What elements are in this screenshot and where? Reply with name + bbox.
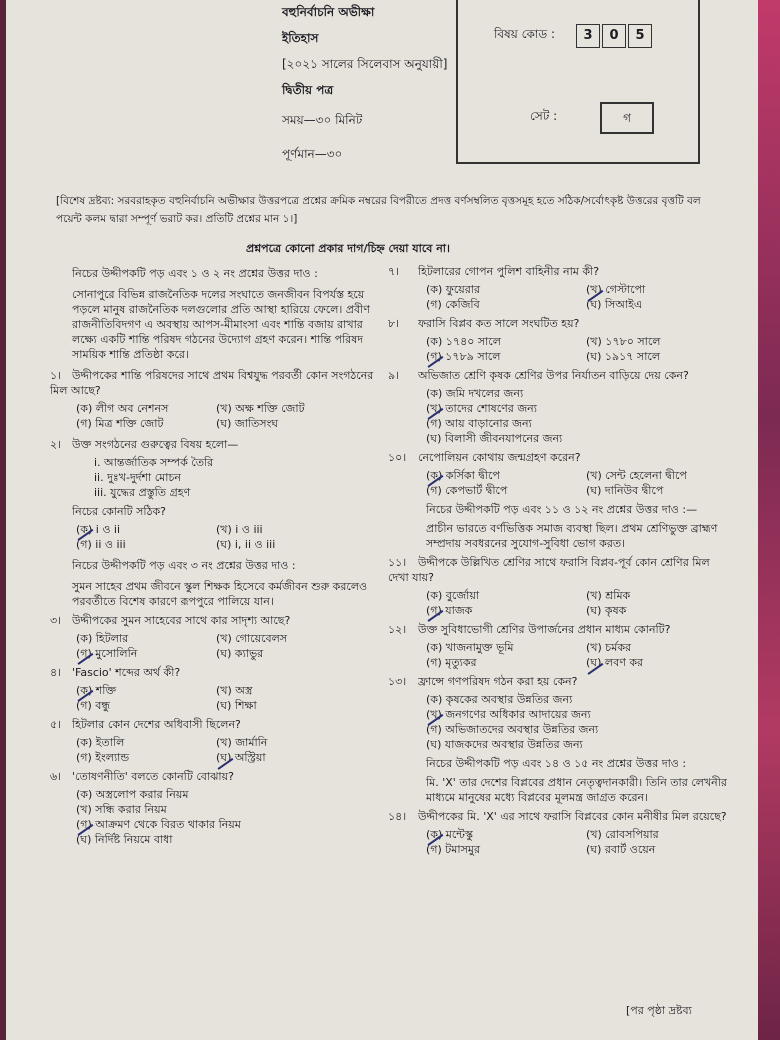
question-text: অভিজাত শ্রেণি কৃষক শ্রেণির উপর নির্যাতন বাড়িয়ে দেয় কেন? <box>418 369 689 382</box>
option: (ক) খাজনামুক্ত ভূমি <box>426 641 514 654</box>
option: (ঘ) কৃষক <box>586 604 627 617</box>
option-marked: (খ) গেস্টাপো <box>586 283 646 296</box>
question-text: উদ্দীপকে উল্লিখিত শ্রেণির সাথে ফরাসি বিপ্লব-পূর্ব কোন শ্রেণির মিল দেখা যায়? <box>388 556 710 584</box>
option: (ঘ) নির্দিষ্ট নিয়মে বাধা <box>76 833 173 846</box>
option: (ক) কৃষকের অবস্থার উন্নতির জন্য <box>426 693 573 706</box>
option-marked: (ক) কর্সিকা দ্বীপে <box>426 468 586 483</box>
right-column <box>388 264 732 857</box>
option: (ঘ) জাতিসংঘ <box>216 417 279 430</box>
subject-code-digit: 5 <box>628 24 652 48</box>
option: (খ) গোয়েবেলস <box>216 632 288 645</box>
question-13 <box>388 674 732 689</box>
question-number: ১১। <box>388 556 407 569</box>
options-1 <box>50 401 374 431</box>
stimulus-intro: নিচের উদ্দীপকটি পড় এবং ১ ও ২ নং প্রশ্নের উত্তর দাও : <box>72 267 318 280</box>
question-number: ৯। <box>388 369 400 382</box>
stimulus-text: সোনাপুরে বিভিন্ন রাজনৈতিক দলের সংঘাতে জনজীবন বিপর্যস্ত হয়ে পড়লে মানুষ রাজনৈতিক দলগুলোর প্রতি আস্থা হারিয়ে ফেলে। প্রবীণ রাজনীতিবিদগণ এ অবস্থায় আপস-মীমাংসা এবং শান্তি বজায় রাখার লক্ষ্যে একটি শান্তি পরিষদ গঠনের উদ্যোগ গ্রহণ করেন। শান্তি পরিষদ সাময়িক শান্তি প্রতিষ্ঠা করে। <box>72 288 370 361</box>
subject-code-digit: 3 <box>576 24 600 48</box>
question-3 <box>50 613 374 628</box>
statement: iii. যুদ্ধের প্রস্তুতি গ্রহণ <box>94 486 191 499</box>
option: (গ) অভিজাতদের অবস্থার উন্নতির জন্য <box>426 723 599 736</box>
option: (গ) টমাসমুর <box>426 843 481 856</box>
exam-title: বহুনির্বাচনি অভীক্ষা <box>282 5 375 19</box>
time-limit: সময়—৩০ মিনিট <box>282 113 363 127</box>
options-14 <box>388 827 732 857</box>
options-10 <box>388 468 732 498</box>
question-8 <box>388 316 732 331</box>
question-11 <box>388 555 732 585</box>
option-marked: (ঘ) অস্ট্রিয়া <box>216 751 266 764</box>
question-number: ৬। <box>50 770 62 783</box>
question-number: ১৪। <box>388 810 407 823</box>
option-marked: (গ) আক্রমণ থেকে বিরত থাকার নিয়ম <box>76 817 374 832</box>
subject-code-label: বিষয় কোড : <box>494 27 556 41</box>
option: (ঘ) ক্যাভুর <box>216 647 264 660</box>
options-3 <box>50 631 374 661</box>
set-label: সেট : <box>530 109 558 123</box>
option: (ক) হিটলার <box>76 632 129 645</box>
stimulus-text: মি. 'X' তার দেশের বিপ্লবের প্রধান নেতৃত্বদানকারী। তিনি তার লেখনীর মাধ্যমে মানুষের মধ্যে বিপ্লবের মূলমন্ত্র জাগ্রত করেন। <box>426 776 727 804</box>
question-text: হিটলার কোন দেশের অধিবাসী ছিলেন? <box>72 718 241 731</box>
options-13 <box>388 692 732 752</box>
subject-code-digit: 0 <box>602 24 626 48</box>
question-number: ৩। <box>50 614 62 627</box>
next-page-note: [পর পৃষ্ঠা দ্রষ্টব্য <box>626 1004 692 1017</box>
question-5 <box>50 717 374 732</box>
question-number: ১২। <box>388 623 407 636</box>
option: (গ) মৃত্যুকর <box>426 656 477 669</box>
subject-name: ইতিহাস <box>282 31 319 45</box>
stimulus-intro: নিচের উদ্দীপকটি পড় এবং ১১ ও ১২ নং প্রশ্নের উত্তর দাও :— <box>426 503 698 516</box>
options-4 <box>50 683 374 713</box>
set-value: গ <box>600 102 654 134</box>
question-10 <box>388 450 732 465</box>
question-text: উক্ত সংগঠনের গুরুত্বের বিষয় হলো— <box>72 438 239 451</box>
option: (খ) সন্ধি করার নিয়ম <box>76 803 167 816</box>
options-7 <box>388 282 732 312</box>
option: (খ) জার্মানি <box>216 736 268 749</box>
question-number: ১০। <box>388 451 407 464</box>
option: (গ) কেপভার্ট দ্বীপে <box>426 484 508 497</box>
left-column <box>50 266 374 847</box>
question-number: ৪। <box>50 666 62 679</box>
option: (গ) আয় বাড়ানোর জন্য <box>426 417 532 430</box>
option-marked: (খ) জনগণের অধিকার আদায়ের জন্য <box>426 707 732 722</box>
options-11 <box>388 588 732 618</box>
question-text: ফ্রান্সে গণপরিষদ গঠন করা হয় কেন? <box>418 675 578 688</box>
statement: ii. দুঃখ-দুর্দশা মোচন <box>94 471 181 484</box>
option: (ক) ইতালি <box>76 736 125 749</box>
options-9 <box>388 386 732 446</box>
question-text: 'তোষণনীতি' বলতে কোনটি বোঝায়? <box>72 770 234 783</box>
special-instruction: [বিশেষ দ্রষ্টব্য: সরবরাহকৃত বহুনির্বাচনি অভীক্ষার উত্তরপত্রে প্রশ্নের ক্রমিক নম্বরের বিপরীতে প্রদত্ত বর্ণসম্বলিত বৃত্তসমূহ হতে সঠিক/সর্বোৎকৃষ্ট উত্তরের বৃত্তটি বল পয়েন্ট কলম দ্বারা সম্পূর্ণ ভরাট কর। প্রতিটি প্রশ্নের মান ১।] <box>56 195 701 225</box>
paper-number: দ্বিতীয় পত্র <box>282 83 334 97</box>
option: (খ) অক্ষ শক্তি জোট <box>216 402 305 415</box>
syllabus-note: [২০২১ সালের সিলেবাস অনুযায়ী] <box>282 57 448 71</box>
option: (খ) ১৭৮০ সালে <box>586 335 661 348</box>
stimulus-text: সুমন সাহেব প্রথম জীবনে স্কুল শিক্ষক হিসেবে কর্মজীবন শুরু করলেও পরবর্তীতে বিশেষ কারণে রূপপুরে পালিয়ে যান। <box>72 580 368 608</box>
option: (খ) শ্রমিক <box>586 589 631 602</box>
option: (গ) কেজিবি <box>426 298 480 311</box>
option: (ক) ফুয়েরার <box>426 283 481 296</box>
option: (গ) মিত্র শক্তি জোট <box>76 417 164 430</box>
option: (খ) সেন্ট হেলেনা দ্বীপে <box>586 469 687 482</box>
question-text: উক্ত সুবিধাভোগী শ্রেণির উপার্জনের প্রধান মাধ্যম কোনটি? <box>418 623 671 636</box>
option-marked: (ক) i ও ii <box>76 522 216 537</box>
code-box <box>456 0 700 164</box>
question-number: ৭। <box>388 265 400 278</box>
option-marked: (খ) তাদের শোষণের জন্য <box>426 401 732 416</box>
question-text: উদ্দীপকের শান্তি পরিষদের সাথে প্রথম বিশ্বযুদ্ধ পরবর্তী কোন সংগঠনের মিল আছে? <box>50 369 374 397</box>
question-1 <box>50 368 374 398</box>
option-marked: (গ) যাজক <box>426 603 586 618</box>
option: (খ) রোবসপিয়ার <box>586 828 659 841</box>
options-12 <box>388 640 732 670</box>
option: (গ) বন্ধু <box>76 699 111 712</box>
option-marked: (ঘ) লবণ কর <box>586 656 644 669</box>
question-number: ১। <box>50 369 62 382</box>
option-marked: (ক) মন্টেস্কু <box>426 827 586 842</box>
option: (ক) ১৭৪০ সালে <box>426 335 501 348</box>
question-number: ৮। <box>388 317 400 330</box>
options-5 <box>50 735 374 765</box>
option: (ঘ) যাজকদের অবস্থার উন্নতির জন্য <box>426 738 583 751</box>
option-marked: (গ) মুসোলিনি <box>76 646 216 661</box>
stimulus-text: প্রাচীন ভারতে বর্ণভিত্তিক সমাজ ব্যবস্থা ছিল। প্রথম শ্রেণিভুক্ত ব্রাহ্মণ সম্প্রদায় সবধরনের সুযোগ-সুবিধা ভোগ করত। <box>426 522 718 550</box>
option: (ঘ) ১৯১৭ সালে <box>586 350 661 363</box>
option: (গ) ইংল্যান্ড <box>76 751 130 764</box>
question-12 <box>388 622 732 637</box>
option: (ক) বুর্জোয়া <box>426 589 480 602</box>
question-number: ৫। <box>50 718 62 731</box>
option: (খ) i ও iii <box>216 523 263 536</box>
options-6 <box>50 787 374 847</box>
option: (খ) চর্মকর <box>586 641 632 654</box>
options-8 <box>388 334 732 364</box>
question-6 <box>50 769 374 784</box>
question-prompt: নিচের কোনটি সঠিক? <box>72 505 166 518</box>
option: (ক) জমি দখলের জন্য <box>426 387 524 400</box>
statement-list <box>50 455 374 500</box>
no-mark-warning: প্রশ্নপত্রে কোনো প্রকার দাগ/চিহ্ন দেয়া যাবে না। <box>246 242 450 255</box>
question-4 <box>50 665 374 680</box>
statement: i. আন্তর্জাতিক সম্পর্ক তৈরি <box>94 456 214 469</box>
question-14 <box>388 809 732 824</box>
exam-sheet <box>6 0 758 1040</box>
option: (ঘ) দানিউব দ্বীপে <box>586 484 664 497</box>
question-text: উদ্দীপকের মি. 'X' এর সাথে ফরাসি বিপ্লবের কোন মনীষীর মিল রয়েছে? <box>418 810 727 823</box>
option: (খ) অস্ত্র <box>216 684 253 697</box>
full-marks: পূর্ণমান—৩০ <box>282 147 343 161</box>
option: (ক) অস্ত্রলোপ করার নিয়ম <box>76 788 189 801</box>
option: (ঘ) শিক্ষা <box>216 699 257 712</box>
question-text: উদ্দীপকের সুমন সাহেবের সাথে কার সাদৃশ্য আছে? <box>72 614 291 627</box>
question-number: ২। <box>50 438 62 451</box>
question-7 <box>388 264 732 279</box>
option: (ঘ) সিআইএ <box>586 298 643 311</box>
question-2 <box>50 437 374 452</box>
stimulus-intro: নিচের উদ্দীপকটি পড় এবং ৩ নং প্রশ্নের উত্তর দাও : <box>72 559 296 572</box>
options-2 <box>50 522 374 552</box>
stimulus-intro: নিচের উদ্দীপকটি পড় এবং ১৪ ও ১৫ নং প্রশ্নের উত্তর দাও : <box>426 757 687 770</box>
question-text: 'Fascio' শব্দের অর্থ কী? <box>72 666 181 679</box>
option: (ঘ) i, ii ও iii <box>216 538 276 551</box>
option: (ক) লীগ অব নেশনস <box>76 402 169 415</box>
question-text: নেপোলিয়ন কোথায় জন্মগ্রহণ করেন? <box>418 451 581 464</box>
option: (ঘ) বিলাসী জীবনযাপনের জন্য <box>426 432 563 445</box>
background-cloth <box>758 0 780 1040</box>
question-9 <box>388 368 732 383</box>
question-number: ১৩। <box>388 675 407 688</box>
option: (ঘ) রবার্ট ওয়েন <box>586 843 656 856</box>
question-text: হিটলারের গোপন পুলিশ বাহিনীর নাম কী? <box>418 265 600 278</box>
option: (গ) ii ও iii <box>76 538 126 551</box>
question-text: ফরাসি বিপ্লব কত সালে সংঘটিত হয়? <box>418 317 580 330</box>
option-marked: (গ) ১৭৮৯ সালে <box>426 349 586 364</box>
option-marked: (ক) শক্তি <box>76 683 216 698</box>
